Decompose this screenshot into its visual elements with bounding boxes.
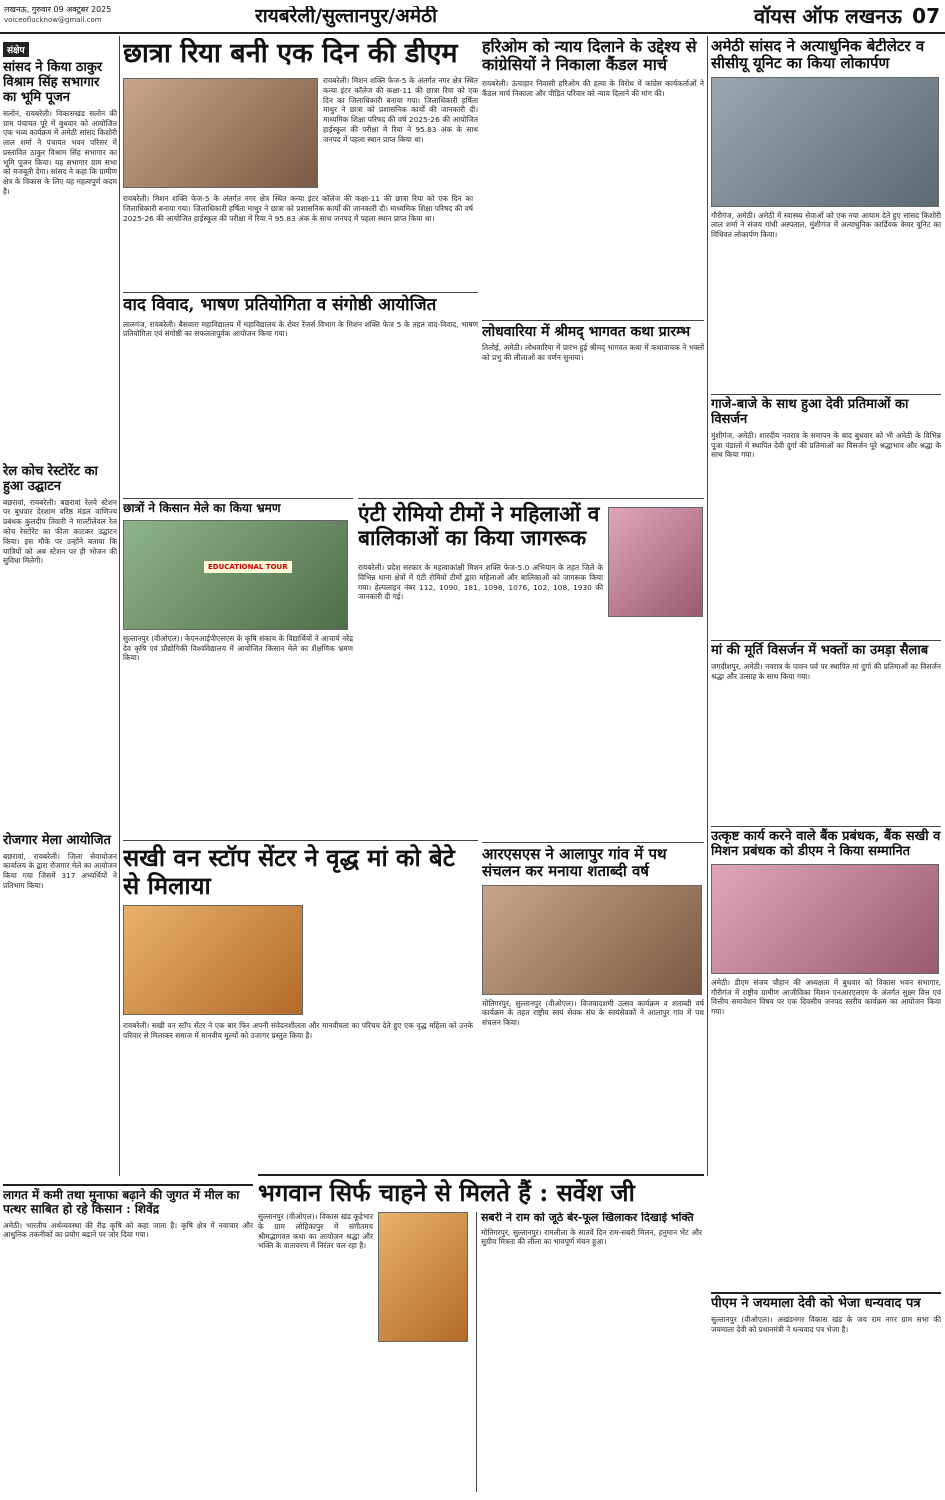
rss-body: मोतिगरपुर, सुल्तानपुर (वीओएल)। विजयादशमी उत्सव कार्यक्रम व शताब्दी वर्ष कार्यक्रम के तहत राष्ट्रीय स्वयं सेवक संघ के स्वयंसेवकों ने आलापुर गांव में पथ संचलन किया। (482, 998, 704, 1028)
jaymala-body: सुल्तानपुर (वीओएल)। अखंडनगर विकास खंड के जय राम नगर ग्राम सभा की जयमाला देवी को प्रधानमंत्री ने धन्यवाद पत्र भेजा है। (711, 1314, 941, 1334)
sarvesh-photo (378, 1212, 468, 1342)
debate-headline: वाद विवाद, भाषण प्रतियोगिता व संगोष्ठी आयोजित (123, 295, 437, 315)
sarvesh-headline: भगवान सिर्फ चाहने से मिलते हैं : सर्वेश जी (258, 1178, 635, 1207)
email: voiceoflucknow@gmail.com (4, 16, 102, 24)
sidebar-story2-headline: रेल कोच रेस्टोरेंट का हुआ उद्घाटन (3, 463, 98, 494)
sakhi-photo (123, 905, 303, 1015)
story-bhagwat (482, 320, 704, 500)
page-number: 07 (912, 4, 940, 28)
visarjan-headline: गाजे-बाजे के साथ हुआ देवी प्रतिमाओं का विसर्जन (711, 397, 909, 427)
murti-body: जगदीशपुर, अमेठी। नवरात्र के पावन पर्व पर स्थापित मां दुर्गा की प्रतिमाओं का विसर्जन श्रद्धा और उत्साह के साथ किया गया। (711, 661, 941, 681)
lead-body: रायबरेली। मिशन शक्ति फेज-5 के अंतर्गत नगर क्षेत्र स्थित कन्या इंटर कॉलेज की कक्षा-11 की छात्रा रिया को एक दिन का जिलाधिकारी बनाया गया। जिलाधिकारी हर्षिता माथुर ने छात्रा को प्रशासनिक कार्यों की जानकारी दी। माध्यमिक शिक्षा परिषद की वर्ष 2025-26 की आयोजित हाईस्कूल की परीक्षा में रिया ने 95.83 अंक के साथ जनपद में पहला स्थान प्राप्त किया था। (123, 194, 473, 223)
kisan-photo (123, 520, 348, 630)
sidebar-story3-headline: रोजगार मेला आयोजित (3, 832, 111, 848)
lead-body-col: रायबरेली। मिशन शक्ति फेज-5 के अंतर्गत नगर क्षेत्र स्थित कन्या इंटर कॉलेज की कक्षा-11 की छात्रा रिया को एक दिन का जिलाधिकारी बनाया गया। जिलाधिकारी हर्षिता माथुर ने छात्रा को प्रशासनिक कार्यों की जानकारी दी। माध्यमिक शिक्षा परिषद की वर्ष 2025-26 की आयोजित हाईस्कूल की परीक्षा में रिया ने 95.83 अंक के साथ जनपद में पहला स्थान प्राप्त किया था। (323, 76, 478, 144)
rss-photo (482, 885, 702, 995)
story-sarvesh (258, 1174, 704, 1494)
bank-body: अमेठी। डीएम संजय चौहान की अध्यक्षता में बुधवार को विकास भवन सभागार, गौरीगंज में राष्ट्रीय ग्रामीण आजीविका मिशन एनआरएलएम के अंतर्गत सुक्ष्म वित्त एवं वित्तीय समावेशन विषय पर एक दिवसीय जनपद स्तरीय कार्यक्रम का आयोजन किया गया। (711, 977, 941, 1017)
story4-headline: लागत में कमी तथा मुनाफा बढ़ाने की जुगत में मील का पत्थर साबित हो रहे किसान : शिवेंद्र (3, 1188, 240, 1216)
ventilator-body: गौरीगंज, अमेठी। अमेठी में स्वास्थ्य सेवाओं को एक नया आयाम देते हुए सांसद किशोरी लाल शर्मा ने संजय गांधी अस्पताल, मुंशीगंज में अत्याधुनिक कार्डियक केयर यूनिट का विधिवत लोकार्पण किया। (711, 210, 941, 240)
sabri-headline: सबरी ने राम को जूठे बेर-फूल खिलाकर दिखाई भक्ति (481, 1212, 694, 1224)
sidebar-tag: संक्षेप (3, 42, 29, 57)
story-ventilator (711, 38, 941, 378)
sakhi-headline: सखी वन स्टॉप सेंटर ने वृद्ध मां को बेटे से मिलाया (123, 843, 455, 900)
story-murti (711, 640, 941, 820)
jaymala-headline: पीएम ने जयमाला देवी को भेजा धन्यवाद पत्र (711, 1296, 921, 1311)
murti-headline: मां की मूर्ति विसर्जन में भक्तों का उमड़ा सैलाब (711, 643, 929, 658)
bank-photo (711, 864, 939, 974)
story-sakhi (123, 840, 478, 1160)
sidebar-story1-headline: सांसद ने किया ठाकुर विश्राम सिंह सभागार का भूमि पूजन (3, 60, 103, 105)
bank-headline: उत्कृष्ट कार्य करने वाले बैंक प्रबंधक, बैंक सखी व मिशन प्रबंधक को डीएम ने किया सम्मानित (711, 829, 941, 859)
sidebar (3, 38, 117, 1180)
date-line: लखनऊ, गुरुवार 09 अक्टूबर 2025 (4, 5, 112, 14)
column-rule (707, 36, 708, 1176)
story-debate (123, 292, 478, 492)
story-romeo (358, 498, 704, 838)
ventilator-photo (711, 77, 939, 207)
story-jaymala (711, 1292, 941, 1494)
kisan-banner: EDUCATIONAL TOUR (204, 561, 292, 573)
lead-photo (123, 78, 318, 188)
sidebar-story1-body: सलोन, रायबरेली। विकासखंड सलोन की ग्राम पंचायत पूरे में बुधवार को आयोजित एक भव्य कार्यक्रम में अमेठी सांसद किशोरी लाल शर्मा ने पंचायत भवन परिसर में प्रस्तावित ठाकुर विश्राम सिंह सभागार का भूमि पूजन किया। यह सभागार ग्राम सभा को मजबूती देगा। सांसद ने कहा कि ग्रामीण क्षेत्र के विकास के लिए यह महत्वपूर्ण कदम है। (3, 108, 117, 196)
story-kisan (123, 498, 353, 798)
kisan-headline: छात्रों ने किसान मेले का किया भ्रमण (123, 501, 281, 515)
ventilator-headline: अमेठी सांसद ने अत्याधुनिक बेटीलेटर व सीसीयू यूनिट का किया लोकार्पण (711, 38, 925, 73)
bhagwat-headline: लोधवारिया में श्रीमद् भागवत कथा प्रारम्भ (482, 324, 691, 340)
story-bank (711, 826, 941, 1286)
sidebar-story2-body: बछरावां, रायबरेली। बछरावां रेलवे स्टेशन पर बुधवार देरशाम वरिष्ठ मंडल वाणिज्य प्रबंधक कुलदीप तिवारी ने माल्टीलेवल रेल कोच रेस्टोरेंट का फीता काटकर उद्घाटन किया। इस मौके पर उन्होंने बताया कि यात्रियों को अब स्टेशन पर ही भोजन की सुविधा मिलेगी। (3, 497, 117, 566)
section-title: रायबरेली/सुल्तानपुर/अमेठी (255, 6, 438, 27)
sidebar-story3-body: बछरावां, रायबरेली। जिला सेवायोजन कार्यालय के द्वारा रोजगार मेले का आयोजन किया गया जिसमें 317 अभ्यर्थियों ने प्रतिभाग किया। (3, 851, 117, 890)
rss-headline: आरएसएस ने आलापुर गांव में पथ संचलन कर मनाया शताब्दी वर्ष (482, 845, 667, 881)
kisan-body: सुल्तानपुर (वीओएल)। केएनआईपीएसएस के कृषि संकाय के विद्यार्थियों ने आचार्य नरेंद्र देव कृषि एवं प्रौद्योगिकी विश्वविद्यालय में आयोजित किसान मेले का शैक्षणिक भ्रमण किया। (123, 633, 353, 663)
sarvesh-body: सुल्तानपुर (वीओएल)। विकास खंड कूड़ेभार के ग्राम लोहिकापुर में संगीतमय श्रीमद्भागवत कथा का आयोजन श्रद्धा और भक्ति के वातावरण में निरंतर चल रहा है। (258, 1212, 373, 1251)
congress-headline: हरिओम को न्याय दिलाने के उद्देश्य से कांग्रेसियों ने निकाला कैंडल मार्च (482, 38, 697, 75)
romeo-headline: एंटी रोमियो टीमों ने महिलाओं व बालिकाओं का किया जागरूक (358, 501, 600, 551)
column-rule (119, 36, 120, 1176)
story-sabri (476, 1212, 702, 1492)
story-visarjan (711, 394, 941, 634)
story4-body: अमेठी। भारतीय अर्थव्यवस्था की रीढ़ कृषि को कहा जाता है। कृषि क्षेत्र में नवाचार और आधुनिक तकनीकों का प्रयोग बढ़ाने पर जोर दिया गया। (3, 1220, 253, 1240)
sakhi-body: रायबरेली। सखी वन स्टॉप सेंटर ने एक बार फिर अपनी संवेदनशीलता और मानवीयता का परिचय देते हुए एक वृद्ध महिला को उनके परिवार से मिलाकर समाज में मानवीय मूल्यों को उजागर प्रस्तुत किया है। (123, 1021, 473, 1040)
paper-name: वॉयस ऑफ लखनऊ (754, 5, 902, 28)
story-rss (482, 842, 704, 1162)
romeo-photo (608, 507, 703, 617)
bhagwat-body: तिलोई, अमेठी। लोधवारिया में प्रारंभ हुई श्रीमद् भागवत कथा में कथावाचक ने भक्तों को प्रभु की लीलाओं का वर्णन सुनाया। (482, 343, 704, 362)
masthead (0, 0, 945, 34)
debate-body: लालगंज, रायबरेली। बैसवारा महाविद्यालय में महाविद्यालय के रोवर रेंजर्स विभाग के मिशन शक्ति फेज 5 के तहत वाद-विवाद, भाषण प्रतियोगिता एवं संगोष्ठी का सफलतापूर्वक आयोजन किया गया। (123, 319, 478, 339)
visarjan-body: मुंशीगंज, अमेठी। शारदीय नवरात्र के समापन के बाद बुधवार को भी अमेठी के विभिन्न पूजा पंडालों में स्थापित देवी दुर्गा की प्रतिमाओं का विसर्जन पूरे श्रद्धाभाव और श्रद्धा के साथ किया गया। (711, 430, 941, 460)
sidebar-story4 (3, 1184, 253, 1494)
sabri-body: मोतिगरपुर, सुल्तानपुर। रामलीला के सातवें दिन राम-सबरी मिलन, हनुमान भेंट और सुग्रीव मित्रता की लीला का भावपूर्ण मंचन हुआ। (481, 1227, 702, 1247)
story-congress (482, 38, 704, 308)
lead-headline: छात्रा रिया बनी एक दिन की डीएम (123, 38, 458, 69)
congress-body: रायबरेली। ऊंचाहार निवासी हरिओम की हत्या के विरोध में कांग्रेस कार्यकर्ताओं ने कैंडल मार्च निकाला और पीड़ित परिवार को न्याय दिलाने की मांग की। (482, 78, 704, 98)
romeo-body: रायबरेली। प्रदेश सरकार के महत्वाकांक्षी मिशन शक्ति फेज-5.0 अभियान के तहत जिले के विभिन्न थाना क्षेत्रों में एंटी रोमियो टीमों द्वारा महिलाओं और बालिकाओं को जागरूक किया गया। हेल्पलाइन नंबर 112, 1090, 181, 1098, 1076, 102, 108, 1930 की जानकारी दी गई। (358, 563, 603, 602)
